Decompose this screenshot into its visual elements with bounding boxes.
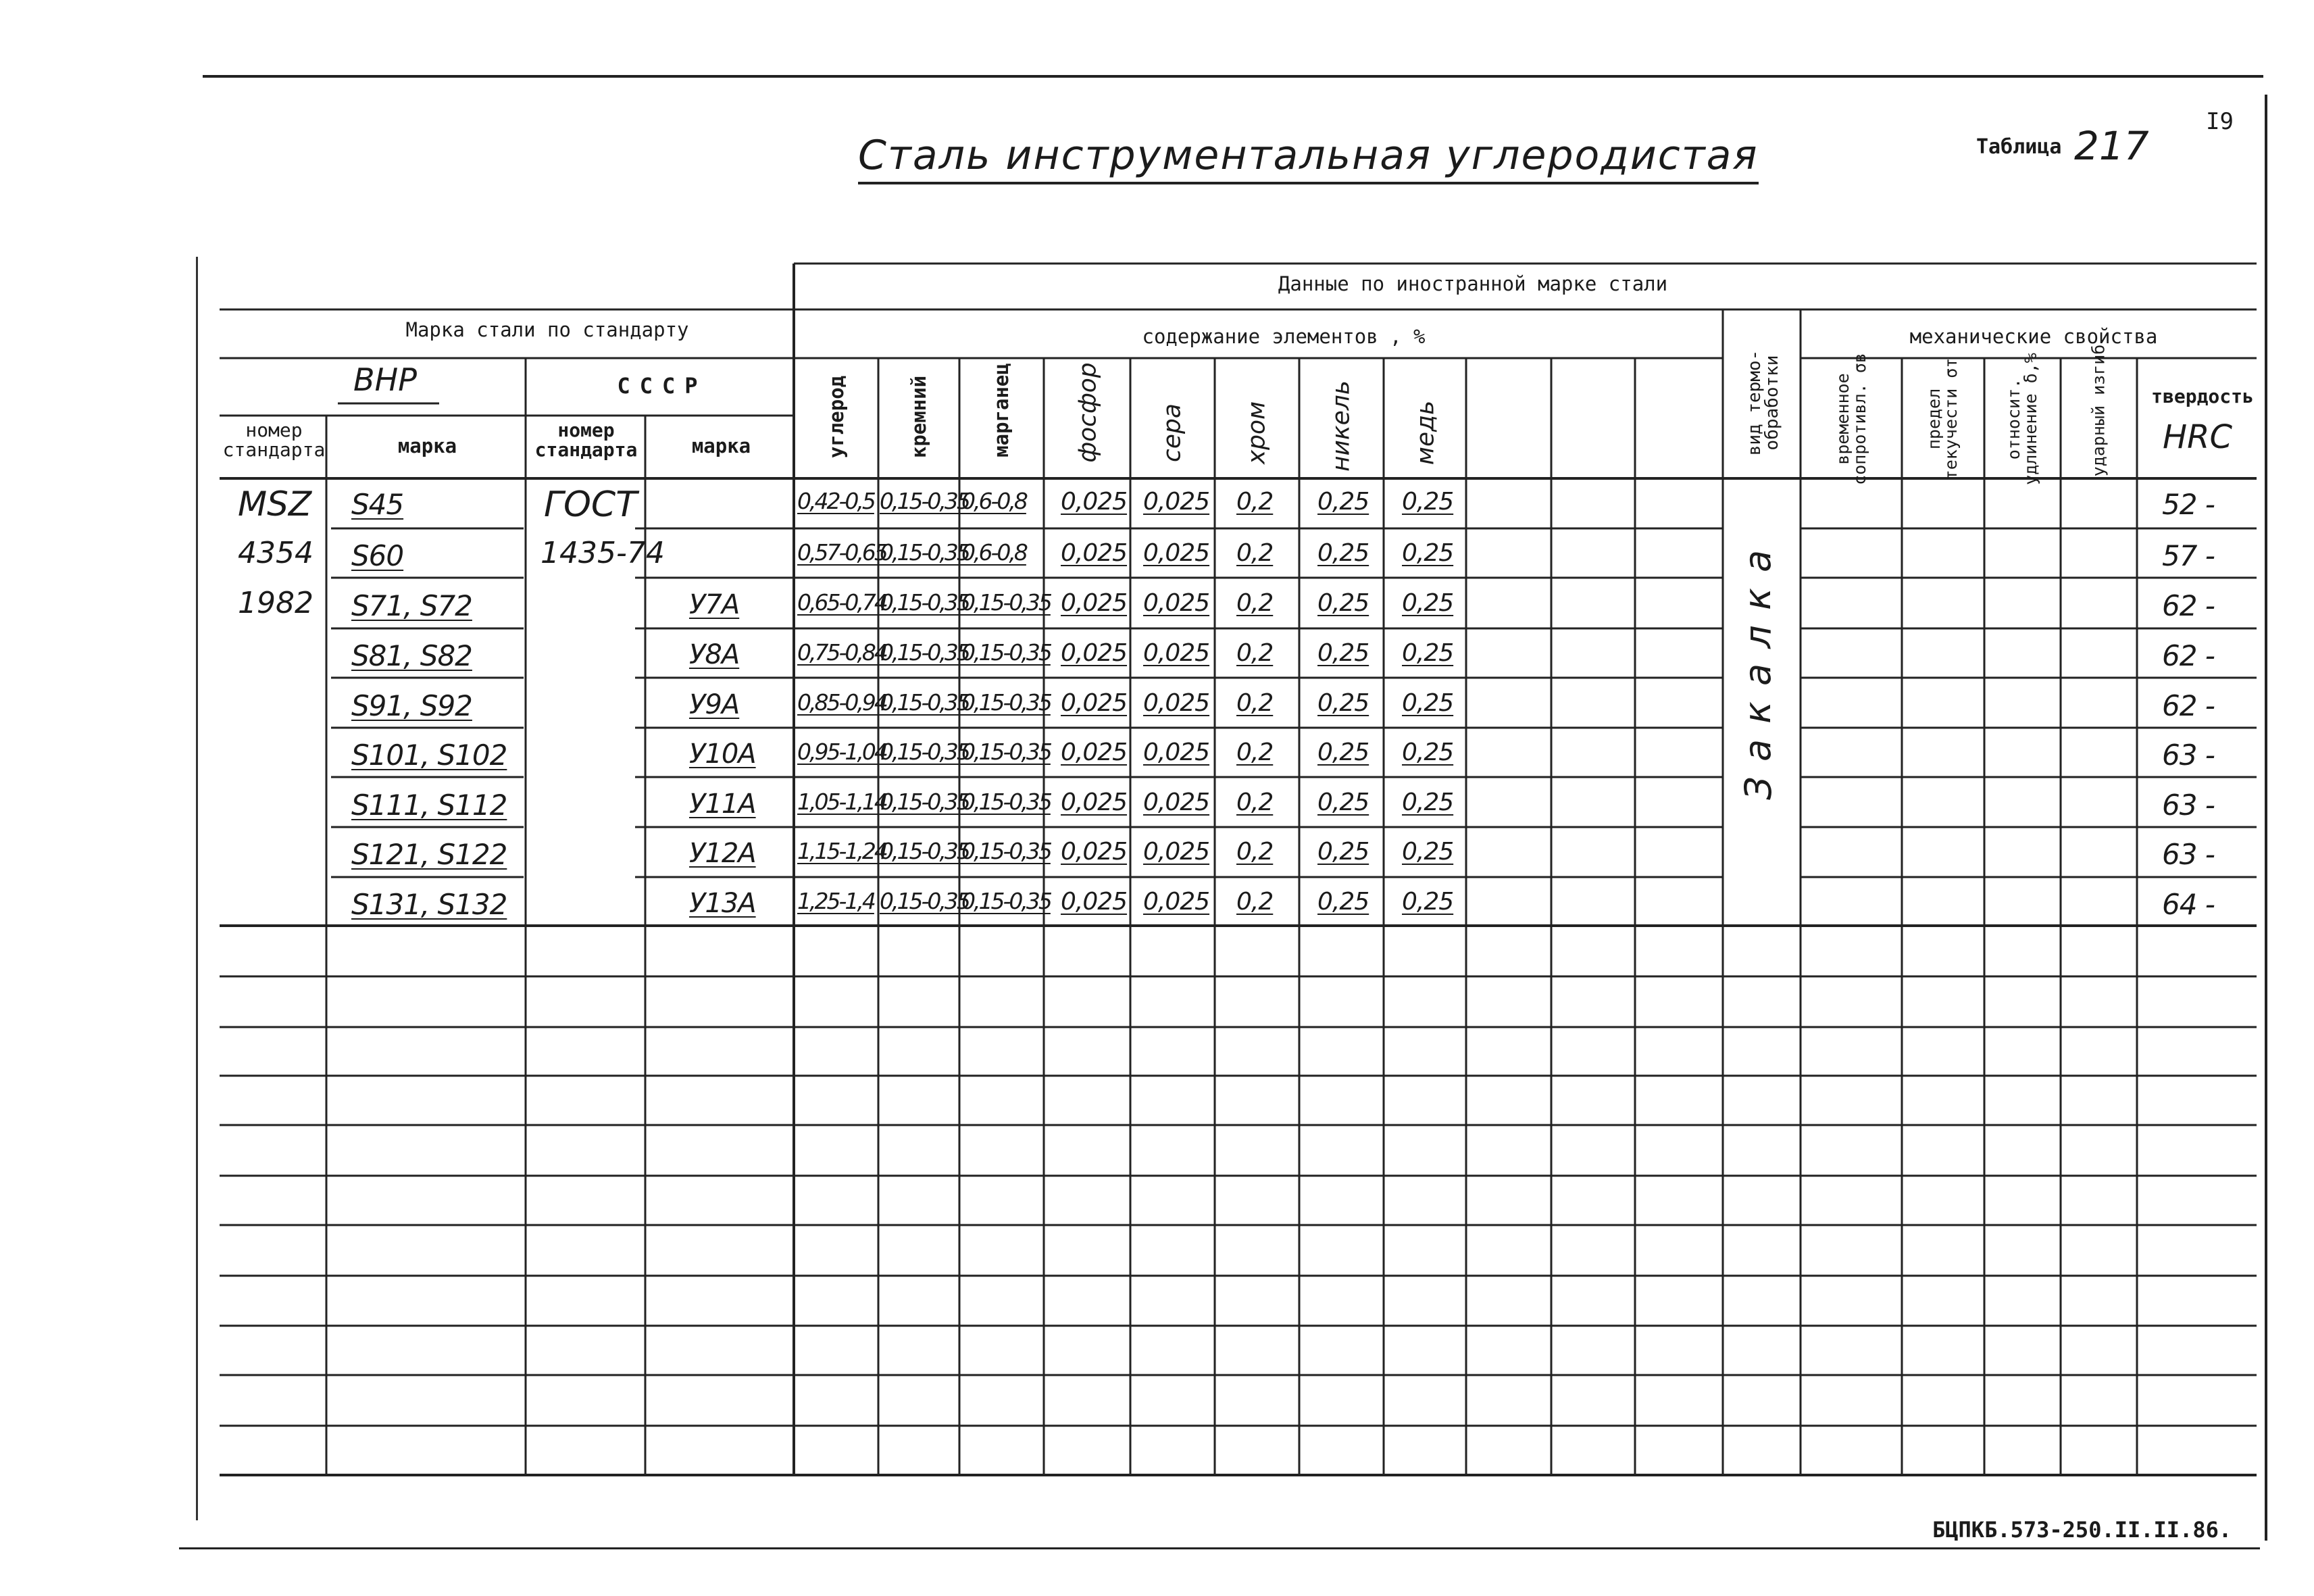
cell-c: 1,05-1,14	[797, 789, 886, 815]
cell-mn: 0,15-0,35	[961, 689, 1051, 716]
cell-si: 0,15-0,35	[880, 888, 969, 914]
cell-vnr-grade: S121, S122	[351, 838, 507, 871]
header-heat-treatment: вид термо- обработки	[1744, 349, 1782, 456]
cell-ussr-grade: У12А	[689, 838, 756, 869]
cell-mn: 0,15-0,35	[961, 639, 1051, 666]
cell-cu: 0,25	[1402, 689, 1454, 717]
cell-cr: 0,2	[1236, 789, 1274, 816]
cell-p: 0,025	[1061, 539, 1128, 567]
header-el-carbon: углерод	[825, 375, 848, 459]
cell-cu: 0,25	[1402, 888, 1454, 916]
cell-ussr-grade: У11А	[689, 789, 756, 820]
cell-ni: 0,25	[1317, 888, 1369, 916]
header-el-nickel: никель	[1327, 380, 1355, 472]
header-elements-content: содержание элементов , %	[1142, 325, 1426, 348]
vnr-standard-line: 1982	[238, 586, 313, 620]
cell-cr: 0,2	[1236, 838, 1274, 866]
cell-s: 0,025	[1143, 888, 1210, 916]
cell-s: 0,025	[1143, 789, 1210, 816]
cell-vnr-grade: S101, S102	[351, 739, 507, 772]
cell-si: 0,15-0,35	[880, 789, 969, 815]
cell-hrc: 62 -	[2162, 689, 2215, 722]
table-label: Таблица	[1976, 135, 2062, 159]
cell-c: 0,57-0,65	[797, 539, 886, 566]
cell-mn: 0,15-0,35	[961, 739, 1051, 765]
cell-ussr-grade: У10А	[689, 739, 756, 770]
header-el-phosphorus: фосфор	[1074, 362, 1102, 463]
header-mech-props: механические свойства	[1909, 325, 2158, 348]
cell-cr: 0,2	[1236, 689, 1274, 717]
cell-mn: 0,15-0,35	[961, 888, 1051, 914]
cell-si: 0,15-0,35	[880, 589, 969, 616]
cell-ni: 0,25	[1317, 539, 1369, 567]
cell-vnr-grade: S45	[351, 488, 404, 521]
header-el-sulfur: сера	[1158, 403, 1186, 462]
cell-c: 1,15-1,24	[797, 838, 886, 864]
cell-ussr-grade: У8А	[689, 639, 740, 670]
cell-ni: 0,25	[1317, 739, 1369, 766]
cell-hrc: 63 -	[2162, 838, 2215, 871]
heat-treatment-letter: а	[1736, 739, 1780, 762]
header-grade-ussr: марка	[691, 434, 751, 457]
cell-hrc: 52 -	[2162, 488, 2215, 521]
cell-s: 0,025	[1143, 639, 1210, 667]
cell-s: 0,025	[1143, 488, 1210, 516]
cell-mn: 0,6-0,8	[961, 488, 1026, 514]
heat-treatment-letter: а	[1736, 549, 1780, 573]
cell-hrc: 63 -	[2162, 789, 2215, 822]
header-std-number-vnr: номер стандарта	[222, 419, 326, 462]
cell-p: 0,025	[1061, 739, 1128, 766]
cell-cu: 0,25	[1402, 539, 1454, 567]
cell-ni: 0,25	[1317, 488, 1369, 516]
cell-vnr-grade: S131, S132	[351, 888, 507, 921]
heat-treatment-letter: а	[1736, 663, 1780, 687]
cell-s: 0,025	[1143, 739, 1210, 766]
cell-ussr-grade: У13А	[689, 888, 756, 919]
cell-ni: 0,25	[1317, 789, 1369, 816]
header-foreign-data: Данные по иностранной марке стали	[1278, 272, 1668, 295]
heat-treatment-letter: л	[1736, 625, 1780, 649]
header-el-manganese: марганец	[990, 363, 1013, 457]
page-number: I9	[2206, 108, 2234, 135]
header-country-vnr: ВНР	[353, 361, 417, 398]
cell-si: 0,15-0,35	[880, 739, 969, 765]
cell-si: 0,15-0,35	[880, 639, 969, 666]
header-mp-impact: ударный изгиб	[2088, 344, 2109, 477]
header-steel-grade-std: Марка стали по стандарту	[405, 318, 689, 341]
cell-ni: 0,25	[1317, 589, 1369, 617]
cell-cu: 0,25	[1402, 488, 1454, 516]
cell-ussr-grade: У7А	[689, 589, 740, 620]
cell-c: 1,25-1,4	[797, 888, 874, 914]
cell-s: 0,025	[1143, 838, 1210, 866]
cell-ni: 0,25	[1317, 639, 1369, 667]
cell-cr: 0,2	[1236, 488, 1274, 516]
heat-treatment-letter: З	[1736, 776, 1780, 800]
ussr-standard-line: ГОСТ	[544, 484, 637, 525]
cell-mn: 0,15-0,35	[961, 589, 1051, 616]
cell-c: 0,75-0,84	[797, 639, 886, 666]
cell-cr: 0,2	[1236, 589, 1274, 617]
cell-p: 0,025	[1061, 888, 1128, 916]
cell-cu: 0,25	[1402, 838, 1454, 866]
cell-si: 0,15-0,35	[880, 488, 969, 514]
header-el-silicon: кремний	[907, 375, 930, 459]
cell-c: 0,85-0,94	[797, 689, 886, 716]
header-country-ussr: СССР	[617, 373, 707, 399]
header-hardness: твердость	[2151, 385, 2254, 407]
footer-code: БЦПКБ.573-250.II.II.86.	[1932, 1517, 2232, 1543]
cell-vnr-grade: S111, S112	[351, 789, 507, 822]
cell-c: 0,42-0,5	[797, 488, 874, 514]
cell-vnr-grade: S71, S72	[351, 589, 472, 622]
heat-treatment-letter: к	[1736, 588, 1779, 610]
header-mp-yield: предел текучести σт	[1924, 357, 1961, 480]
cell-p: 0,025	[1061, 639, 1128, 667]
cell-p: 0,025	[1061, 589, 1128, 617]
header-el-chrome: хром	[1242, 401, 1271, 465]
heat-treatment-letter: к	[1736, 701, 1779, 724]
cell-s: 0,025	[1143, 539, 1210, 567]
cell-si: 0,15-0,35	[880, 838, 969, 864]
cell-mn: 0,15-0,35	[961, 789, 1051, 815]
cell-si: 0,15-0,35	[880, 539, 969, 566]
header-grade-vnr: марка	[397, 434, 457, 457]
cell-hrc: 57 -	[2162, 539, 2215, 572]
cell-p: 0,025	[1061, 789, 1128, 816]
cell-ni: 0,25	[1317, 838, 1369, 866]
cell-cu: 0,25	[1402, 789, 1454, 816]
cell-p: 0,025	[1061, 488, 1128, 516]
cell-hrc: 63 -	[2162, 739, 2215, 772]
ussr-standard-line: 1435-74	[540, 536, 665, 570]
cell-p: 0,025	[1061, 689, 1128, 717]
cell-vnr-grade: S91, S92	[351, 689, 472, 722]
header-el-copper: медь	[1411, 400, 1440, 466]
vnr-standard-line: MSZ	[238, 484, 312, 524]
header-hardness-unit: HRC	[2163, 418, 2232, 456]
cell-c: 0,95-1,04	[797, 739, 886, 765]
cell-cr: 0,2	[1236, 539, 1274, 567]
vnr-standard-line: 4354	[238, 536, 313, 570]
header-mp-tensile: временное сопротивл. σв	[1833, 353, 1869, 485]
cell-cr: 0,2	[1236, 639, 1274, 667]
cell-si: 0,15-0,35	[880, 689, 969, 716]
cell-cr: 0,2	[1236, 888, 1274, 916]
document-title: Сталь инструментальная углеродистая	[858, 132, 1759, 184]
header-mp-elong: относит. удлинение δ,%	[2004, 353, 2040, 485]
cell-cu: 0,25	[1402, 639, 1454, 667]
table-number: 217	[2074, 123, 2149, 169]
cell-vnr-grade: S81, S82	[351, 639, 472, 672]
cell-cu: 0,25	[1402, 739, 1454, 766]
cell-mn: 0,15-0,35	[961, 838, 1051, 864]
cell-s: 0,025	[1143, 589, 1210, 617]
cell-ussr-grade: У9А	[689, 689, 740, 720]
cell-cr: 0,2	[1236, 739, 1274, 766]
cell-hrc: 62 -	[2162, 639, 2215, 672]
cell-c: 0,65-0,74	[797, 589, 886, 616]
cell-vnr-grade: S60	[351, 539, 404, 572]
cell-mn: 0,6-0,8	[961, 539, 1026, 566]
cell-cu: 0,25	[1402, 589, 1454, 617]
cell-s: 0,025	[1143, 689, 1210, 717]
cell-hrc: 64 -	[2162, 888, 2215, 921]
cell-hrc: 62 -	[2162, 589, 2215, 622]
cell-ni: 0,25	[1317, 689, 1369, 717]
cell-p: 0,025	[1061, 838, 1128, 866]
header-std-number-ussr: номер стандарта	[534, 419, 638, 462]
